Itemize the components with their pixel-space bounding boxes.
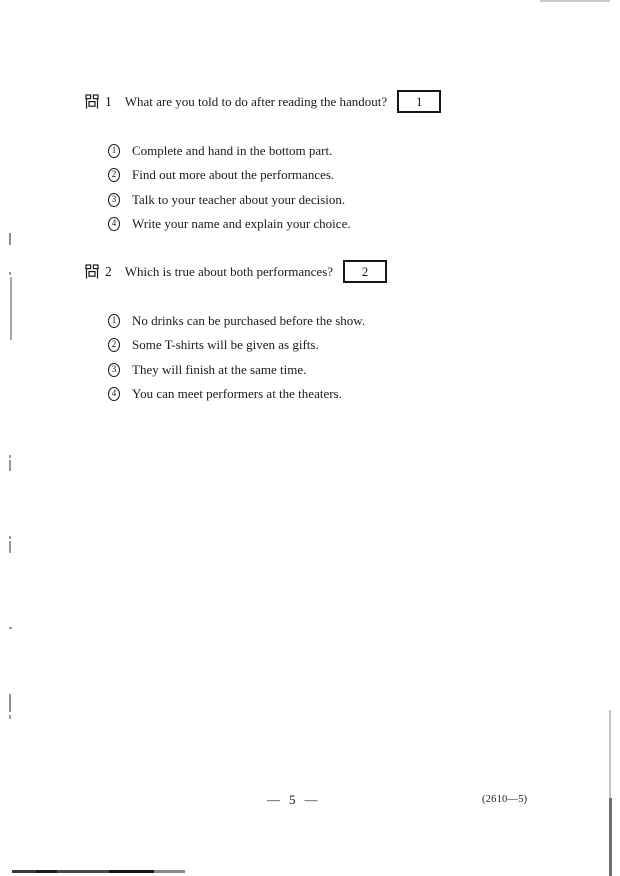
scan-artifact xyxy=(609,798,612,876)
question-1-options xyxy=(108,139,351,236)
option-text: They will finish at the same time. xyxy=(132,361,307,377)
option-text: You can meet performers at the theaters. xyxy=(132,386,342,402)
circled-number-icon: 2 xyxy=(108,168,120,182)
option-text: Complete and hand in the bottom part. xyxy=(132,143,333,159)
scan-artifact xyxy=(9,455,11,458)
question-2-number: 2 xyxy=(105,263,112,279)
page-number-footer xyxy=(267,792,318,808)
option-text: Talk to your teacher about your decision. xyxy=(132,191,346,207)
option-text: Write your name and explain your choice. xyxy=(132,216,351,232)
option-row xyxy=(108,163,351,187)
option-text: No drinks can be purchased before the show. xyxy=(132,313,366,329)
scan-artifact xyxy=(9,460,11,471)
option-text: Some T-shirts will be given as gifts. xyxy=(132,337,319,353)
scan-artifact xyxy=(9,536,11,539)
scan-artifact xyxy=(609,710,611,798)
option-text: Find out more about the performances. xyxy=(132,167,335,183)
question-1-kanji-label xyxy=(85,94,99,109)
scan-artifact xyxy=(10,277,12,340)
scan-artifact xyxy=(9,233,11,245)
scan-artifact xyxy=(9,694,11,712)
question-2-kanji-label xyxy=(85,264,99,279)
option-row xyxy=(108,212,351,236)
scan-artifact xyxy=(9,272,11,275)
option-row xyxy=(108,358,365,382)
footer-dash-left: — xyxy=(267,792,280,807)
circled-number-icon: 1 xyxy=(108,144,120,158)
circled-number-icon: 2 xyxy=(108,338,120,352)
question-1-answer-box-number: 1 xyxy=(415,93,423,109)
footer-page-number: 5 xyxy=(289,792,296,807)
question-2-answer-box-number: 2 xyxy=(361,263,369,279)
option-row xyxy=(108,139,351,163)
mon-kanji-icon xyxy=(85,264,99,279)
scan-artifact xyxy=(540,0,610,2)
scan-artifact xyxy=(12,870,185,873)
option-row xyxy=(108,333,365,357)
option-row xyxy=(108,309,365,333)
scan-artifact xyxy=(9,715,11,719)
scan-artifact xyxy=(9,627,12,629)
question-1-number: 1 xyxy=(105,93,112,109)
question-2-text: Which is true about both performances? xyxy=(124,263,334,279)
circled-number-icon: 4 xyxy=(108,387,120,401)
question-1-text: What are you told to do after reading the handout? xyxy=(124,93,388,109)
footer-dash-right: — xyxy=(304,792,318,807)
question-1-heading xyxy=(85,89,441,114)
print-code: (2610—5) xyxy=(482,794,528,805)
option-row xyxy=(108,382,365,406)
question-1-answer-box xyxy=(397,90,441,113)
question-2-heading xyxy=(85,259,387,284)
scan-artifact xyxy=(9,541,11,553)
circled-number-icon: 3 xyxy=(108,363,120,377)
circled-number-icon: 1 xyxy=(108,314,120,328)
option-row xyxy=(108,188,351,212)
question-2-options xyxy=(108,309,365,406)
question-2-answer-box xyxy=(343,260,387,283)
circled-number-icon: 3 xyxy=(108,193,120,207)
circled-number-icon: 4 xyxy=(108,217,120,231)
mon-kanji-icon xyxy=(85,94,99,109)
